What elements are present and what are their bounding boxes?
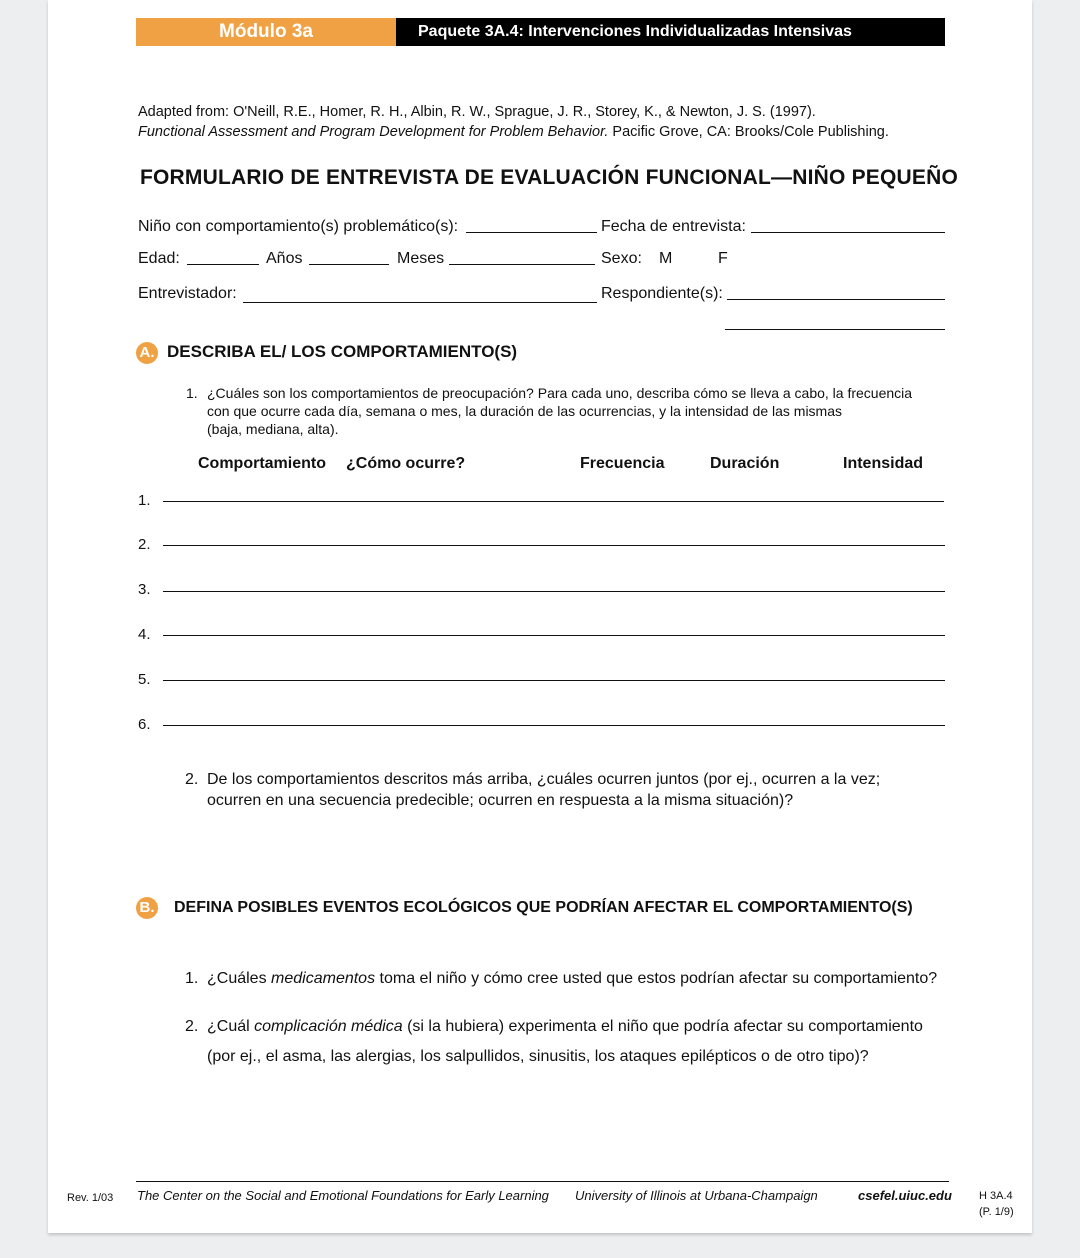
behavior-row-line[interactable]	[163, 591, 945, 592]
section-b-q2-pre: ¿Cuál	[207, 1018, 255, 1035]
interviewer-field[interactable]	[243, 302, 597, 303]
column-header-how: ¿Cómo ocurre?	[346, 455, 466, 472]
section-a-q2-line-1: De los comportamientos descritos más arriba, ¿cuáles ocurren juntos (por ej., ocurren a la vez;	[207, 771, 881, 788]
respondent-field-2[interactable]	[725, 329, 945, 330]
interviewer-label: Entrevistador:	[138, 285, 237, 302]
citation-book-title: Functional Assessment and Program Development for Problem Behavior.	[138, 124, 609, 140]
section-a-q1-number: 1.	[186, 385, 198, 401]
revision-label: Rev. 1/03	[67, 1192, 114, 1204]
section-a-badge: A.	[136, 342, 158, 364]
behavior-row-number: 5.	[138, 671, 151, 688]
years-field[interactable]	[309, 264, 389, 265]
months-field[interactable]	[449, 264, 595, 265]
behavior-row-number: 2.	[138, 536, 151, 553]
sex-label: Sexo:	[601, 250, 642, 267]
behavior-row-number: 6.	[138, 716, 151, 733]
interview-date-field[interactable]	[751, 232, 945, 233]
section-b-q2-number: 2.	[185, 1018, 199, 1035]
citation-publisher: Pacific Grove, CA: Brooks/Cole Publishing.	[608, 124, 889, 140]
section-b-q1-number: 1.	[185, 970, 199, 987]
age-label: Edad:	[138, 250, 180, 267]
section-a-title: DESCRIBA EL/ LOS COMPORTAMIENTO(S)	[167, 342, 518, 361]
section-b-title: DEFINA POSIBLES EVENTOS ECOLÓGICOS QUE PODRÍAN AFECTAR EL COMPORTAMIENTO(S)	[174, 899, 913, 916]
behavior-row-line[interactable]	[163, 501, 944, 502]
footer-university: University of Illinois at Urbana-Champaign	[575, 1188, 818, 1203]
section-b-q1-text	[207, 968, 937, 989]
footer-url[interactable]: csefel.uiuc.edu	[858, 1188, 952, 1203]
section-b-q2-line-2: (por ej., el asma, las alergias, los salpullidos, sinusitis, los ataques epilépticos o de otro tipo)?	[207, 1048, 869, 1065]
form-title: FORMULARIO DE ENTREVISTA DE EVALUACIÓN FUNCIONAL—NIÑO PEQUEÑO	[140, 166, 958, 189]
section-b-q2-italic: complicación médica	[254, 1018, 403, 1035]
section-a-q1-line-1: ¿Cuáles son los comportamientos de preocupación? Para cada uno, describa cómo se lleva a cabo, la frecuencia	[207, 385, 913, 401]
module-label: Módulo 3a	[136, 18, 396, 46]
column-header-intensity: Intensidad	[843, 455, 924, 472]
footer-rule	[136, 1181, 949, 1182]
column-header-duration: Duración	[710, 455, 780, 472]
behavior-row-line[interactable]	[163, 545, 945, 546]
years-label: Años	[266, 250, 303, 267]
behavior-row-number: 3.	[138, 581, 151, 598]
section-b-q2-post: (si la hubiera) experimenta el niño que podría afectar su comportamiento	[402, 1018, 923, 1035]
column-header-behavior: Comportamiento	[198, 455, 326, 472]
child-field[interactable]	[466, 232, 597, 233]
sex-option-m[interactable]: M	[659, 250, 673, 267]
child-label: Niño con comportamiento(s) problemático(s):	[138, 218, 459, 235]
citation-line-1: Adapted from: O'Neill, R.E., Homer, R. H., Albin, R. W., Sprague, J. R., Storey, K., & Newton, J. S. (1997).	[138, 104, 816, 120]
behavior-row-line[interactable]	[163, 680, 945, 681]
behavior-row-number: 1.	[138, 492, 151, 509]
section-b-badge: B.	[136, 897, 158, 919]
months-label: Meses	[397, 250, 445, 267]
section-a-q2-number: 2.	[185, 771, 199, 788]
interview-date-label: Fecha de entrevista:	[601, 218, 746, 235]
sex-option-f[interactable]: F	[718, 250, 728, 267]
section-b-q1-italic: medicamentos	[271, 970, 376, 987]
section-a-q1-line-2: con que ocurre cada día, semana o mes, la duración de las ocurrencias, y la intensidad de las mismas	[207, 403, 843, 419]
column-header-frequency: Frecuencia	[580, 455, 665, 472]
citation-line-2	[138, 124, 889, 140]
section-b-q1-post: toma el niño y cómo cree usted que estos podrían afectar su comportamiento?	[375, 970, 938, 987]
section-a-q2-line-2: ocurren en una secuencia predecible; ocurren en respuesta a la misma situación)?	[207, 792, 794, 809]
handout-id: H 3A.4	[979, 1190, 1013, 1202]
respondent-label: Respondiente(s):	[601, 285, 723, 302]
behavior-row-line[interactable]	[163, 725, 945, 726]
page-number: (P. 1/9)	[979, 1206, 1014, 1218]
section-b-q2-text	[207, 1016, 923, 1037]
respondent-field[interactable]	[727, 299, 945, 300]
package-title: Paquete 3A.4: Intervenciones Individualizadas Intensivas	[396, 18, 945, 46]
age-field[interactable]	[187, 264, 259, 265]
footer-center-name: The Center on the Social and Emotional Foundations for Early Learning	[137, 1188, 549, 1203]
behavior-row-line[interactable]	[163, 635, 945, 636]
behavior-row-number: 4.	[138, 626, 151, 643]
section-b-q1-pre: ¿Cuáles	[207, 970, 272, 987]
section-a-q1-line-3: (baja, mediana, alta).	[207, 421, 339, 437]
